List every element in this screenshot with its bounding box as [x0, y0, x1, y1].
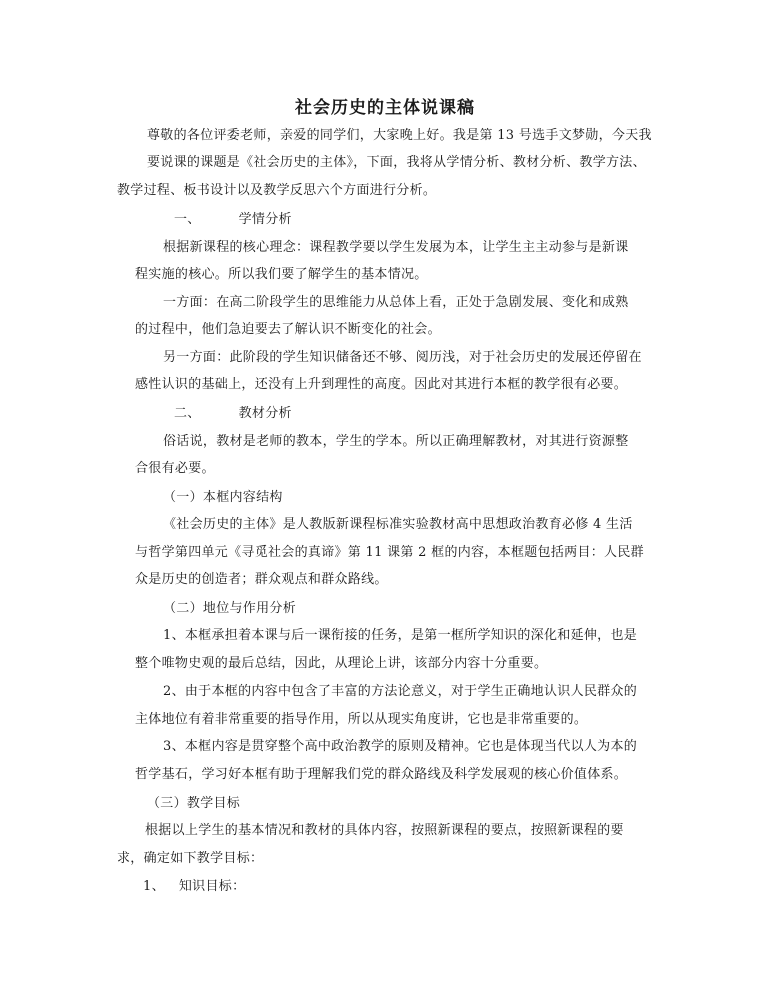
paragraph-line: 2、由于本框的内容中包含了丰富的方法论意义，对于学生正确地认识人民群众的	[163, 684, 638, 699]
paragraph-line: 众是历史的创造者；群众观点和群众路线。	[135, 572, 388, 587]
paragraph-line: 俗话说，教材是老师的教本，学生的学本。所以正确理解教材，对其进行资源整	[163, 434, 629, 449]
section-number: 二、	[174, 406, 201, 421]
paragraph-line: 程实施的核心。所以我们要了解学生的基本情况。	[135, 267, 428, 282]
list-heading	[143, 879, 245, 895]
paragraph-line: 根据以上学生的基本情况和教材的具体内容，按照新课程的要点，按照新课程的要	[145, 823, 624, 838]
paragraph-line: 尊敬的各位评委老师，亲爱的同学们，大家晚上好。我是第 13 号选手文梦勋，今天我	[147, 128, 652, 143]
paragraph-line: 1、本框承担着本课与后一课衔接的任务，是第一框所学知识的深化和延伸，也是	[163, 628, 638, 643]
section-heading-text: 教材分析	[238, 406, 292, 421]
list-number: 1、	[143, 879, 165, 894]
document-title: 社会历史的主体说课稿	[295, 98, 475, 118]
subheading: （三）教学目标	[147, 796, 241, 811]
paragraph-line: 另一方面：此阶段的学生知识储备还不够、阅历浅，对于社会历史的发展还停留在	[163, 350, 642, 365]
section-heading-1	[174, 212, 292, 228]
paragraph-line: 3、本框内容是贯穿整个高中政治教学的原则及精神。它也是体现当代以人为本的	[163, 739, 638, 754]
paragraph-line: 根据新课程的核心理念：课程教学要以学生发展为本，让学生主主动参与是新课	[163, 240, 629, 255]
paragraph-line: 合很有必要。	[135, 461, 215, 476]
paragraph-line: 感性认识的基础上，还没有上升到理性的高度。因此对其进行本框的教学很有必要。	[135, 377, 628, 392]
subheading: （二）地位与作用分析	[163, 601, 297, 616]
section-heading-text: 学情分析	[238, 212, 292, 227]
paragraph-line: 一方面：在高二阶段学生的思维能力从总体上看，正处于急剧发展、变化和成熟	[163, 295, 629, 310]
paragraph-line: 整个唯物史观的最后总结，因此，从理论上讲，该部分内容十分重要。	[135, 656, 548, 671]
paragraph-line: 哲学基石，学习好本框有助于理解我们党的群众路线及科学发展观的核心价值体系。	[135, 767, 628, 782]
subheading: （一）本框内容结构	[163, 490, 283, 505]
paragraph-line: 《社会历史的主体》是人教版新课程标准实验教材高中思想政治教育必修 4 生活	[163, 517, 633, 532]
paragraph-line: 教学过程、板书设计以及教学反思六个方面进行分析。	[117, 183, 437, 198]
paragraph-line: 与哲学第四单元《寻觅社会的真谛》第 11 课第 2 框的内容，本框题包括两目：人民群	[135, 545, 644, 560]
paragraph-line: 求，确定如下教学目标：	[117, 851, 264, 866]
paragraph-line: 要说课的课题是《社会历史的主体》，下面，我将从学情分析、教材分析、教学方法、	[147, 155, 646, 170]
section-number: 一、	[174, 212, 201, 227]
paragraph-line: 主体地位有着非常重要的指导作用，所以从现实角度讲，它也是非常重要的。	[135, 712, 588, 727]
list-heading-text: 知识目标：	[178, 879, 246, 894]
paragraph-line: 的过程中，他们急迫要去了解认识不断变化的社会。	[135, 322, 441, 337]
section-heading-2	[174, 406, 292, 422]
